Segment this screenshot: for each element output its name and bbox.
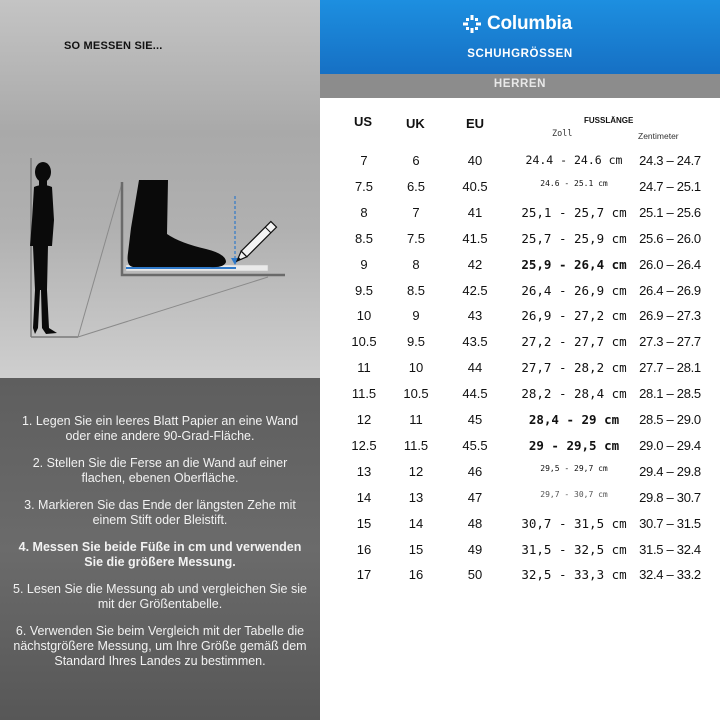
cell-inches: 26,9 - 27,2 cm: [521, 308, 627, 324]
cell-us: 12.5: [351, 437, 377, 453]
cell-inches: 29 - 29,5 cm: [528, 437, 620, 453]
cell-uk: 12: [408, 463, 424, 479]
cell-centimeters: 26.0 – 26.4: [639, 256, 701, 272]
table-row: [320, 438, 720, 458]
instruction-step-4: 4. Messen Sie beide Füße in cm und verwenden Sie die größere Messung.: [18, 540, 302, 569]
columbia-diamond-icon: [462, 14, 482, 34]
cell-inches: 30,7 - 31,5 cm: [521, 515, 627, 531]
cell-centimeters: 25.6 – 26.0: [639, 230, 701, 246]
cell-inches: 29,7 - 30,7 cm: [540, 489, 608, 499]
table-row: [320, 464, 720, 484]
cell-us: 8: [360, 204, 368, 220]
cell-centimeters: 29.0 – 29.4: [639, 437, 701, 453]
cell-centimeters: 31.5 – 32.4: [639, 541, 701, 557]
cell-uk: 6: [412, 153, 420, 168]
cell-centimeters: 25.1 – 25.6: [639, 204, 701, 220]
cell-uk: 8.5: [406, 282, 426, 298]
table-row: [320, 308, 720, 328]
instruction-step-3: 3. Markieren Sie das Ende der längsten Zehe mit einem Stift oder Bleistift.: [24, 498, 296, 527]
cell-centimeters: 24.3 – 24.7: [639, 153, 701, 168]
cell-us: 7.5: [354, 178, 374, 194]
table-row: [320, 490, 720, 510]
brand-name: Columbia: [487, 13, 572, 34]
cell-inches: 25,1 - 25,7 cm: [521, 204, 627, 220]
brand-header: [320, 0, 720, 74]
cell-us: 13: [356, 463, 372, 479]
cell-eu: 49: [467, 541, 483, 557]
cell-eu: 50: [467, 567, 483, 583]
cell-us: 11: [357, 360, 371, 376]
cell-us: 17: [356, 567, 372, 583]
table-row: [320, 179, 720, 199]
header-foot-length: FUSSLÄNGE: [584, 116, 634, 125]
illustration-area: [0, 0, 320, 378]
table-row: [320, 542, 720, 562]
cell-eu: 45: [467, 412, 483, 427]
cell-uk: 11.5: [403, 437, 429, 453]
cell-inches: 24.6 - 25.1 cm: [540, 178, 608, 188]
cell-eu: 42: [467, 256, 483, 272]
cell-centimeters: 26.9 – 27.3: [639, 308, 701, 324]
cell-eu: 45.5: [462, 437, 488, 453]
chart-title: SCHUHGRÖSSEN: [467, 48, 573, 60]
cell-us: 10: [356, 308, 372, 324]
cell-inches: 29,5 - 29,7 cm: [540, 463, 608, 473]
cell-centimeters: 26.4 – 26.9: [639, 282, 701, 298]
instruction-step-2: 2. Stellen Sie die Ferse an die Wand auf einer flachen, ebenen Oberfläche.: [32, 456, 288, 485]
header-us: US: [354, 114, 373, 129]
cell-uk: 6.5: [406, 178, 426, 194]
cell-us: 8.5: [354, 230, 374, 246]
cell-centimeters: 27.7 – 28.1: [639, 360, 701, 376]
cell-uk: 9: [412, 308, 420, 324]
cell-eu: 41: [467, 204, 483, 220]
person-silhouette-icon: [30, 162, 57, 334]
cell-inches: 25,7 - 25,9 cm: [521, 230, 627, 246]
cell-us: 16: [356, 541, 372, 557]
gender-band: [320, 74, 720, 98]
table-row: [320, 205, 720, 225]
cell-centimeters: 24.7 – 25.1: [639, 178, 701, 194]
cell-uk: 7.5: [406, 230, 426, 246]
cell-eu: 44.5: [462, 386, 488, 402]
cell-centimeters: 32.4 – 33.2: [639, 567, 701, 583]
table-row: [320, 386, 720, 406]
table-row: [320, 231, 720, 251]
cell-eu: 40: [467, 153, 483, 168]
cell-inches: 32,5 - 33,3 cm: [521, 567, 627, 583]
brand-logo: [462, 13, 572, 35]
cell-us: 15: [356, 515, 372, 531]
cell-centimeters: 27.3 – 27.7: [639, 334, 701, 350]
cell-uk: 16: [408, 567, 424, 583]
cell-inches: 27,2 - 27,7 cm: [521, 334, 627, 350]
cell-inches: 28,2 - 28,4 cm: [521, 386, 627, 402]
cell-centimeters: 28.1 – 28.5: [639, 386, 701, 402]
header-inches: Zoll: [552, 129, 573, 139]
gender-label: HERREN: [493, 78, 547, 90]
instruction-step-5: 5. Lesen Sie die Messung ab und vergleichen Sie sie mit der Größentabelle.: [13, 582, 307, 611]
cell-eu: 44: [467, 360, 483, 376]
cell-us: 10.5: [351, 334, 377, 350]
instructions-area: [0, 378, 320, 720]
table-row: [320, 153, 720, 173]
cell-uk: 13: [408, 489, 424, 505]
cell-uk: 8: [412, 256, 420, 272]
cell-eu: 43: [467, 308, 483, 324]
foot-icon: [128, 180, 226, 267]
cell-uk: 10: [408, 360, 424, 376]
table-row: [320, 283, 720, 303]
cell-uk: 10.5: [403, 386, 429, 402]
cell-eu: 41.5: [462, 230, 488, 246]
header-uk: UK: [406, 116, 425, 131]
header-centimeters: Zentimeter: [638, 131, 679, 141]
cell-uk: 15: [408, 541, 424, 557]
cell-us: 11.5: [351, 386, 377, 402]
instruction-list: [0, 414, 320, 681]
cell-eu: 40.5: [462, 178, 488, 194]
table-row: [320, 360, 720, 380]
cell-inches: 27,7 - 28,2 cm: [521, 360, 627, 376]
cell-centimeters: 29.4 – 29.8: [639, 463, 701, 479]
table-row: [320, 516, 720, 536]
cell-eu: 46: [467, 463, 483, 479]
how-to-measure-title: SO MESSEN SIE...: [64, 40, 163, 52]
how-to-measure-panel: [0, 0, 320, 720]
cell-uk: 14: [408, 515, 424, 531]
header-eu: EU: [466, 116, 485, 131]
cell-us: 12: [356, 412, 372, 427]
cell-us: 9: [360, 256, 368, 272]
table-row: [320, 412, 720, 432]
cell-centimeters: 28.5 – 29.0: [639, 412, 701, 427]
pencil-icon: [234, 221, 276, 263]
cell-us: 14: [356, 489, 372, 505]
table-row: [320, 257, 720, 277]
cell-eu: 42.5: [462, 282, 488, 298]
instruction-step-1: 1. Legen Sie ein leeres Blatt Papier an eine Wand oder eine andere 90-Grad-Fläche.: [21, 414, 299, 443]
instruction-step-6: 6. Verwenden Sie beim Vergleich mit der Tabelle die nächstgrößere Messung, um Ihre Größe gemäß dem Standard Ihres Landes zu bestimmen.: [13, 624, 307, 668]
cell-centimeters: 29.8 – 30.7: [639, 489, 701, 505]
cell-us: 9.5: [354, 282, 374, 298]
cell-inches: 31,5 - 32,5 cm: [521, 541, 627, 557]
size-chart-panel: [320, 0, 720, 720]
cell-eu: 48: [467, 515, 483, 531]
cell-uk: 9.5: [406, 334, 426, 350]
measuring-illustration: [0, 150, 320, 350]
table-row: [320, 334, 720, 354]
cell-inches: 25,9 - 26,4 cm: [521, 256, 627, 272]
cell-inches: 24.4 - 24.6 cm: [525, 153, 623, 167]
cell-centimeters: 30.7 – 31.5: [639, 515, 701, 531]
cell-uk: 11: [409, 412, 423, 427]
table-row: [320, 567, 720, 587]
cell-eu: 43.5: [462, 334, 488, 350]
cell-uk: 7: [412, 204, 420, 220]
cell-us: 7: [360, 153, 368, 168]
cell-eu: 47: [467, 489, 483, 505]
cell-inches: 26,4 - 26,9 cm: [521, 282, 627, 298]
cell-inches: 28,4 - 29 cm: [528, 412, 620, 427]
